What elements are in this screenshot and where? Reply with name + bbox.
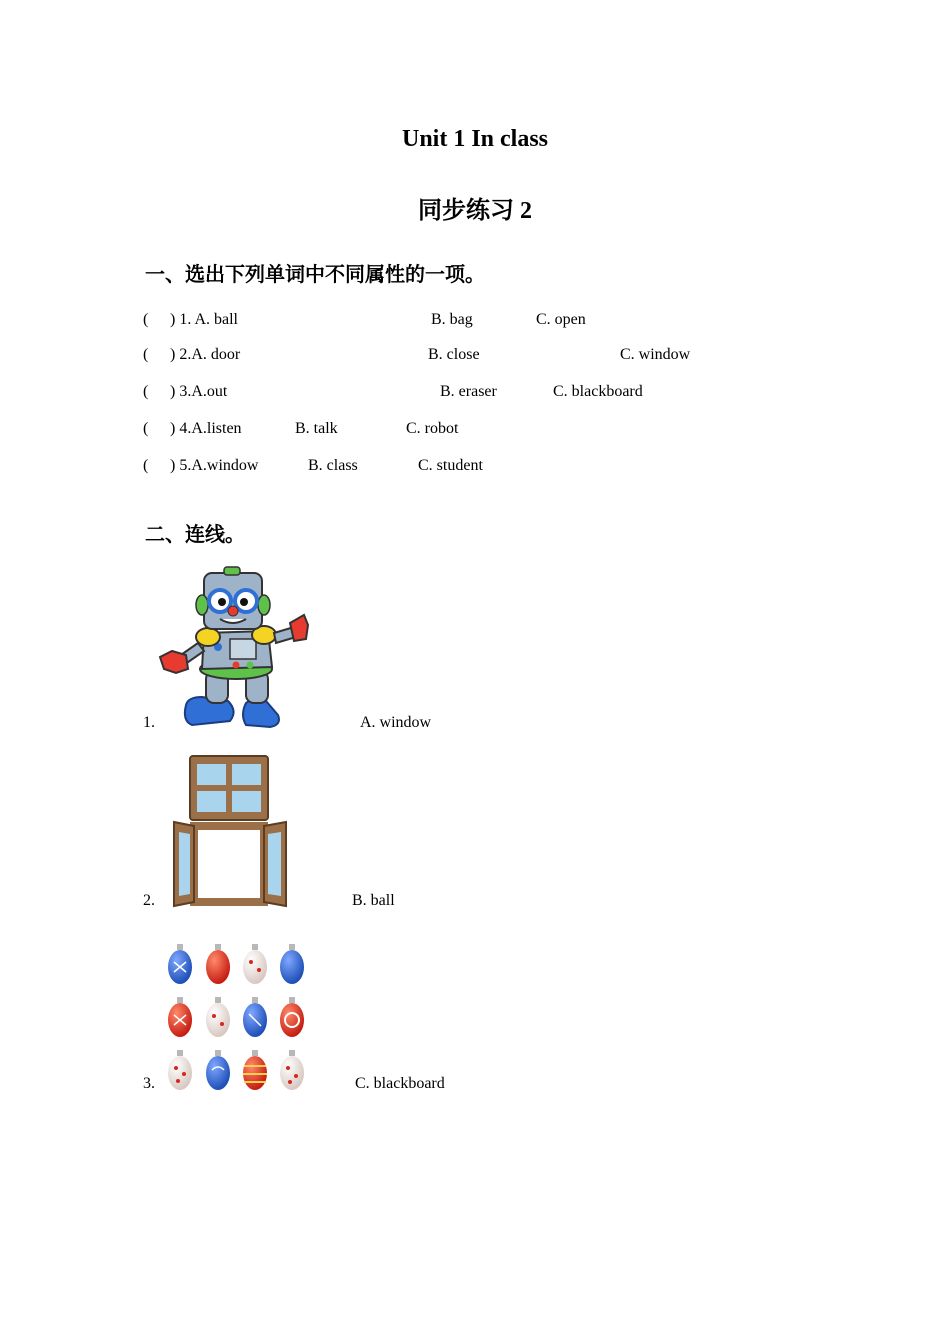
question-option-b: B. talk — [295, 420, 338, 437]
page-title: Unit 1 In class — [401, 126, 549, 152]
section-1-heading: 一、选出下列单词中不同属性的一项。 — [145, 262, 485, 286]
question-option-b: B. eraser — [440, 383, 497, 400]
match-number: 1. — [143, 714, 155, 731]
question-option-c: C. open — [536, 311, 586, 328]
question-option-b: B. class — [308, 457, 358, 474]
robot-image — [158, 565, 310, 730]
question-option-c: C. robot — [406, 420, 459, 437]
question-option-a: ) 2.A. door — [170, 346, 241, 363]
answer-paren-open[interactable]: ( — [143, 383, 149, 400]
question-option-b: B. bag — [431, 311, 473, 328]
question-option-a: ) 4.A.listen — [170, 420, 242, 437]
question-option-c: C. student — [418, 457, 483, 474]
match-option: B. ball — [352, 892, 395, 909]
answer-paren-open[interactable]: ( — [143, 346, 149, 363]
match-option: A. window — [360, 714, 432, 731]
question-option-a: ) 5.A.window — [170, 457, 259, 474]
match-option: C. blackboard — [355, 1075, 445, 1092]
question-option-c: C. blackboard — [553, 383, 643, 400]
question-option-a: ) 1. A. ball — [170, 311, 238, 328]
page-subtitle: 同步练习 2 — [418, 198, 532, 224]
section-2-heading: 二、连线。 — [145, 522, 245, 546]
answer-paren-open[interactable]: ( — [143, 457, 149, 474]
question-option-a: ) 3.A.out — [170, 383, 228, 400]
question-option-b: B. close — [428, 346, 480, 363]
match-number: 2. — [143, 892, 155, 909]
window-image — [170, 752, 290, 908]
answer-paren-open[interactable]: ( — [143, 420, 149, 437]
question-option-c: C. window — [620, 346, 691, 363]
balls-image — [162, 940, 312, 1092]
answer-paren-open[interactable]: ( — [143, 311, 149, 328]
match-number: 3. — [143, 1075, 155, 1092]
